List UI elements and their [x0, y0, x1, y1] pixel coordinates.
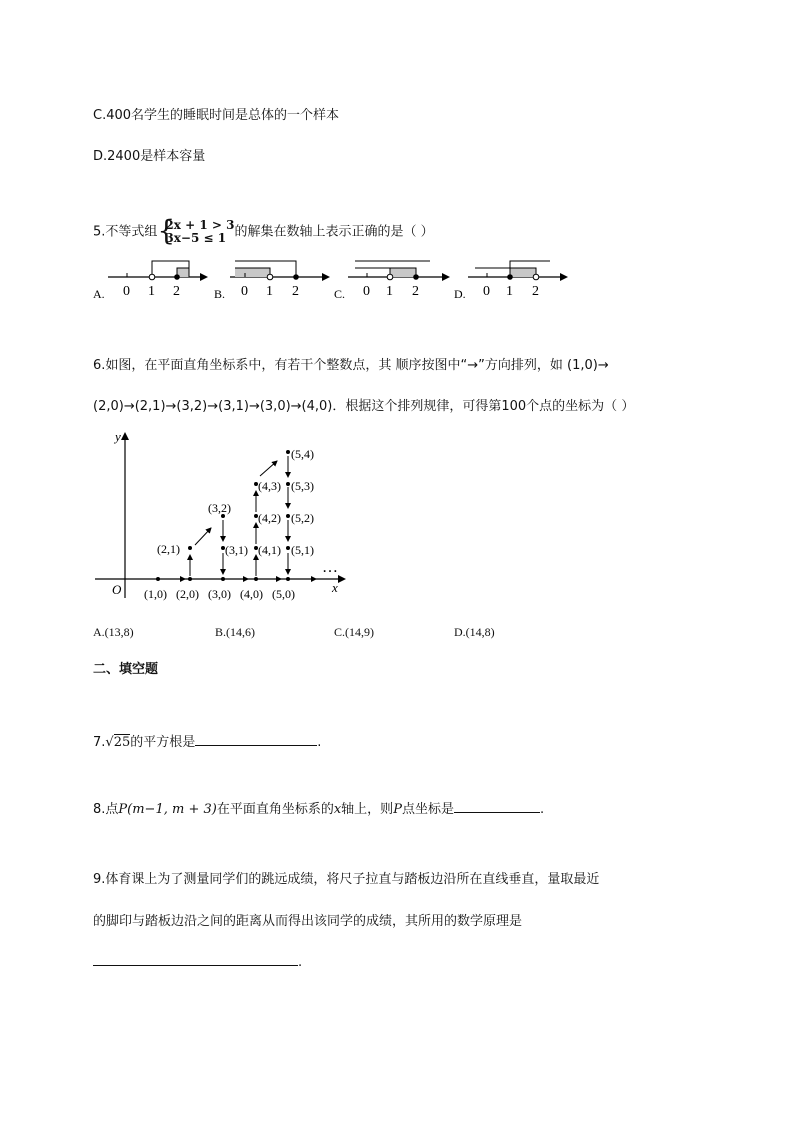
point-label: (5,4) — [291, 447, 314, 461]
q7-number: 7. — [93, 735, 106, 750]
sqrt-icon: √ — [105, 735, 114, 750]
number-line-c — [334, 261, 450, 301]
point-label: (5,0) — [272, 587, 295, 601]
q5-stem — [93, 214, 434, 247]
q5-suffix: 的解集在数轴上表示正确的是（ ） — [234, 224, 434, 240]
point-label: (3,0) — [208, 587, 231, 601]
point-label: (4,2) — [258, 511, 281, 525]
tick-0: 0 — [123, 284, 130, 299]
origin-label: O — [112, 582, 122, 597]
q4-option-c: C.400名学生的睡眠时间是总体的一个样本 — [93, 108, 340, 123]
point-label: (3,2) — [208, 501, 231, 515]
tick-1: 1 — [506, 284, 513, 299]
tick-2: 2 — [532, 284, 539, 299]
q5-prefix: 5.不等式组 — [93, 224, 158, 240]
q8-period: . — [539, 802, 545, 817]
q9-line-1: 9.体育课上为了测量同学们的跳远成绩，将尺子拉直与踏板边沿所在直线垂直，量取最近 — [93, 872, 600, 887]
q7-radicand: 25 — [113, 735, 131, 750]
point-label: (1,0) — [144, 587, 167, 601]
q6-option-a: A.(13,8) — [93, 625, 134, 639]
point-label: (2,0) — [176, 587, 199, 601]
q5-inequality-system: { 2x + 1 > 3 3x−5 ≤ 1 — [157, 214, 235, 247]
q7-line — [93, 731, 321, 753]
q8-text-3: 点坐标是 — [401, 802, 454, 817]
tick-1: 1 — [148, 284, 155, 299]
q9-answer-blank[interactable] — [93, 951, 298, 966]
label-b: B. — [214, 287, 226, 301]
q8-var-p: P — [393, 802, 402, 817]
q8-text-2: 轴上，则 — [341, 802, 394, 817]
tick-0: 0 — [241, 284, 248, 299]
q8-point-expression: P(m−1, m + 3) — [118, 802, 217, 817]
x-axis-label: x — [332, 580, 338, 595]
q8-text-1: 在平面直角坐标系的 — [216, 802, 334, 817]
tick-2: 2 — [173, 284, 180, 299]
number-line-b — [214, 261, 330, 301]
q9-answer-line — [93, 951, 302, 973]
q8-var-x: x — [333, 802, 342, 817]
point-label: (5,1) — [291, 543, 314, 557]
tick-0: 0 — [483, 284, 490, 299]
q9-line-2: 的脚印与踏板边沿之间的距离从而得出该同学的成绩，其所用的数学原理是 — [93, 914, 523, 929]
ellipsis: … — [322, 559, 338, 576]
point-label: (4,0) — [240, 587, 263, 601]
tick-2: 2 — [292, 284, 299, 299]
number-line-a — [93, 261, 208, 301]
label-d: D. — [454, 287, 466, 301]
q7-text: 的平方根是 — [130, 735, 196, 750]
q5-number-lines — [90, 255, 580, 305]
tick-1: 1 — [386, 284, 393, 299]
label-a: A. — [93, 287, 105, 301]
point-label: (4,3) — [258, 479, 281, 493]
q7-period: . — [317, 735, 322, 750]
q8-answer-blank[interactable] — [454, 798, 540, 813]
q6-lattice-figure — [90, 428, 360, 606]
q6-line-1: 6.如图，在平面直角坐标系中，有若干个整数点，其 顺序按图中“→”方向排列，如 (1,0)→ — [93, 358, 609, 373]
q4-option-d: D.2400是样本容量 — [93, 149, 206, 164]
y-axis-label: y — [115, 429, 121, 444]
point-label: (4,1) — [258, 543, 281, 557]
q6-line-2: (2,0)→(2,1)→(3,2)→(3,1)→(3,0)→(4,0)．根据这个排列规律，可得第100个点的坐标为（ ） — [93, 399, 635, 414]
label-c: C. — [334, 287, 346, 301]
q8-number: 8.点 — [93, 802, 119, 817]
point-label: (5,2) — [291, 511, 314, 525]
q6-option-d: D.(14,8) — [454, 625, 495, 639]
point-label: (3,1) — [225, 543, 248, 557]
tick-0: 0 — [363, 284, 370, 299]
section-title: 二、填空题 — [93, 662, 159, 677]
point-label: (5,3) — [291, 479, 314, 493]
point-label: (2,1) — [157, 542, 180, 556]
q5-ineq-1: 2x + 1 > 3 — [165, 218, 235, 232]
tick-2: 2 — [412, 284, 419, 299]
number-line-d — [454, 261, 568, 301]
q7-answer-blank[interactable] — [195, 731, 317, 746]
q5-ineq-2: 3x−5 ≤ 1 — [165, 231, 227, 245]
tick-1: 1 — [266, 284, 273, 299]
q6-option-c: C.(14,9) — [334, 625, 374, 639]
q6-option-b: B.(14,6) — [215, 625, 255, 639]
q8-line — [93, 798, 544, 820]
q9-period: . — [298, 955, 303, 970]
